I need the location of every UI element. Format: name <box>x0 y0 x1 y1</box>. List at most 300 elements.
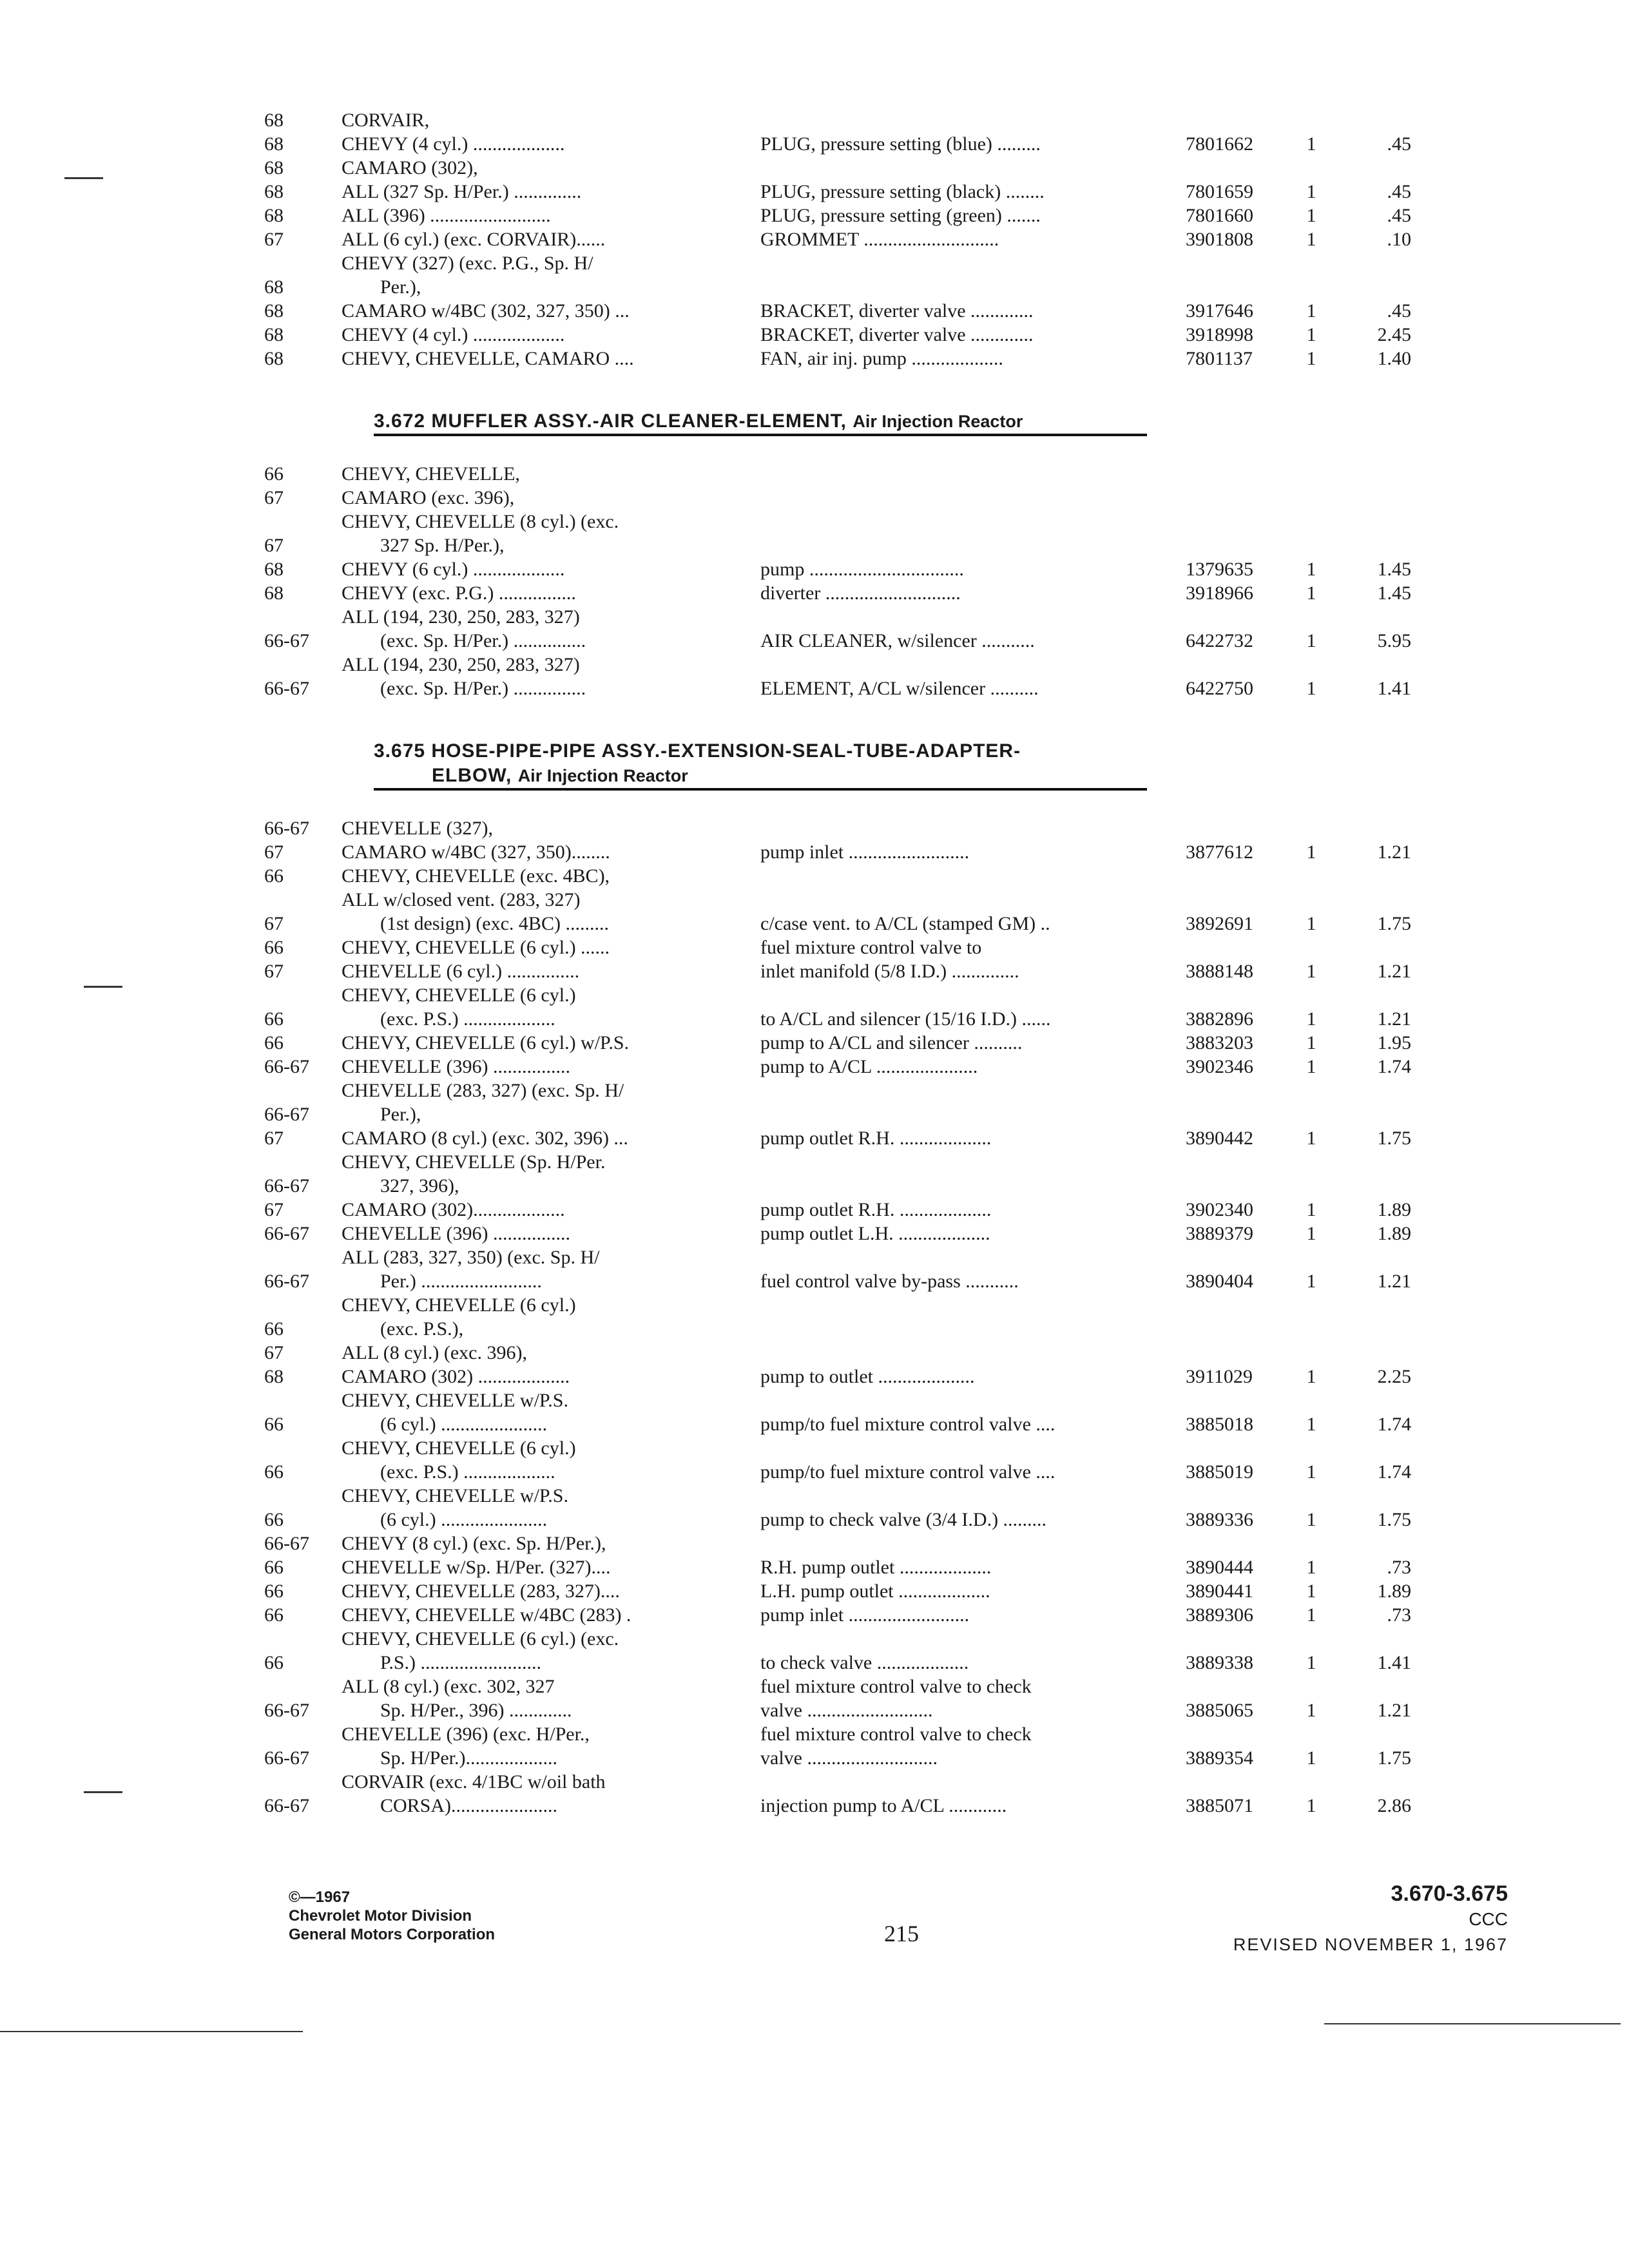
quantity: 1 <box>1306 348 1316 369</box>
model-line: CHEVY (exc. P.G.) ................ <box>342 582 576 604</box>
section-title-continued: ELBOW, <box>432 765 512 786</box>
part-description <box>760 132 1186 156</box>
model-application <box>342 1245 760 1293</box>
model-line: CHEVELLE (396) ................ <box>342 1056 570 1077</box>
price: 1.21 <box>1377 1008 1411 1030</box>
table-row <box>264 1365 1489 1389</box>
part-description <box>760 1555 1186 1579</box>
model-year: 66-67 <box>264 1747 309 1769</box>
part-description <box>760 1317 1186 1341</box>
model-line: CHEVY, CHEVELLE (8 cyl.) (exc. <box>342 511 619 532</box>
table-row <box>264 156 1489 180</box>
model-line: CAMARO (302)................... <box>342 1199 565 1220</box>
model-year: 68 <box>264 157 284 178</box>
model-application <box>342 1603 760 1627</box>
part-description <box>760 864 1186 888</box>
model-application <box>342 251 760 299</box>
model-line: Sp. H/Per.)................... <box>380 1747 558 1769</box>
model-application <box>342 486 760 510</box>
section-heading <box>374 409 1147 436</box>
quantity: 1 <box>1306 630 1316 651</box>
quantity: 1 <box>1306 1557 1316 1578</box>
model-line: CHEVY, CHEVELLE (exc. 4BC), <box>342 865 610 887</box>
price: .10 <box>1387 229 1411 250</box>
part-number: 3890442 <box>1186 1128 1253 1149</box>
part-number: 3911029 <box>1186 1366 1253 1387</box>
model-line: 327, 396), <box>380 1175 459 1196</box>
table-row <box>264 1532 1489 1555</box>
part-description <box>760 227 1186 251</box>
price: 1.89 <box>1377 1223 1411 1244</box>
part-number: 3889379 <box>1186 1223 1253 1244</box>
part-line <box>760 533 1186 557</box>
model-application <box>342 299 760 323</box>
margin-mark <box>84 1791 122 1793</box>
part-line: GROMMET ............................ <box>760 229 999 250</box>
model-year: 66 <box>264 865 284 887</box>
part-description <box>760 629 1186 653</box>
part-description <box>760 1365 1186 1389</box>
model-line: CHEVY, CHEVELLE (6 cyl.) <box>342 1294 576 1316</box>
model-application <box>342 983 760 1031</box>
model-application <box>342 1079 760 1126</box>
part-description <box>760 1031 1186 1055</box>
table-row <box>264 1150 1489 1198</box>
model-line: ALL (396) ......................... <box>342 205 551 226</box>
part-description <box>760 1675 1186 1722</box>
part-description <box>760 677 1186 700</box>
quantity: 1 <box>1306 582 1316 604</box>
part-description <box>760 156 1186 180</box>
part-description <box>760 1579 1186 1603</box>
part-line <box>760 156 1186 180</box>
part-line: fuel mixture control valve to <box>760 937 982 958</box>
table-row <box>264 1555 1489 1579</box>
revised-date: REVISED NOVEMBER 1, 1967 <box>1233 1935 1508 1954</box>
model-line: ALL (8 cyl.) (exc. 396), <box>342 1342 527 1363</box>
quantity: 1 <box>1306 1795 1316 1816</box>
table-row <box>264 983 1489 1031</box>
model-year: 67 <box>264 487 284 508</box>
quantity: 1 <box>1306 1223 1316 1244</box>
part-line: BRACKET, diverter valve ............. <box>760 300 1034 322</box>
price: .73 <box>1387 1604 1411 1626</box>
model-application <box>342 653 760 700</box>
part-number: 3877612 <box>1186 841 1253 863</box>
model-application <box>342 1389 760 1436</box>
model-line: CHEVY, CHEVELLE w/P.S. <box>342 1390 568 1411</box>
division-name: Chevrolet Motor Division <box>289 1907 472 1925</box>
model-year: 66-67 <box>264 1056 309 1077</box>
model-year: 66-67 <box>264 1223 309 1244</box>
quantity: 1 <box>1306 1700 1316 1721</box>
model-year: 67 <box>264 1199 284 1220</box>
part-number: 3890444 <box>1186 1557 1253 1578</box>
part-description <box>760 533 1186 557</box>
part-line: to A/CL and silencer (15/16 I.D.) ...... <box>760 1008 1051 1030</box>
section-3-672 <box>264 409 1489 436</box>
quantity: 1 <box>1306 1199 1316 1220</box>
section-3-675 <box>264 739 1489 791</box>
model-year: 68 <box>264 324 284 345</box>
price: 2.45 <box>1377 324 1411 345</box>
table-row <box>264 1245 1489 1293</box>
parts-table-3-670 <box>264 108 1489 370</box>
price: 1.89 <box>1377 1199 1411 1220</box>
part-number: 3902340 <box>1186 1199 1253 1220</box>
model-application <box>342 864 760 888</box>
table-row <box>264 486 1489 510</box>
part-description <box>760 1055 1186 1079</box>
model-line: CHEVY, CHEVELLE (6 cyl.) w/P.S. <box>342 1032 630 1053</box>
part-line: pump/to fuel mixture control valve .... <box>760 1461 1055 1483</box>
model-year: 68 <box>264 205 284 226</box>
part-line: PLUG, pressure setting (black) ........ <box>760 181 1045 202</box>
part-line: fuel control valve by-pass ........... <box>760 1271 1019 1292</box>
table-row <box>264 227 1489 251</box>
model-line: (exc. Sp. H/Per.) ............... <box>380 630 586 651</box>
bottom-rule <box>0 2031 303 2032</box>
model-application <box>342 462 760 486</box>
model-application <box>342 1436 760 1484</box>
model-year: 68 <box>264 300 284 322</box>
model-line: ALL (194, 230, 250, 283, 327) <box>342 606 580 628</box>
part-description <box>760 1222 1186 1245</box>
part-line: pump to outlet .................... <box>760 1366 975 1387</box>
quantity: 1 <box>1306 1461 1316 1483</box>
model-year: 66 <box>264 1461 284 1483</box>
model-application <box>342 347 760 370</box>
part-line <box>760 1532 1186 1555</box>
table-row <box>264 204 1489 227</box>
part-description <box>760 1341 1186 1365</box>
catalog-code: CCC <box>1469 1909 1508 1929</box>
part-description <box>760 204 1186 227</box>
model-line: ALL (194, 230, 250, 283, 327) <box>342 654 580 675</box>
model-line: CHEVY (4 cyl.) ................... <box>342 133 565 155</box>
model-year: 68 <box>264 276 284 298</box>
model-line: ALL (327 Sp. H/Per.) .............. <box>342 181 582 202</box>
part-number: 3902346 <box>1186 1056 1253 1077</box>
model-line: CHEVELLE w/Sp. H/Per. (327).... <box>342 1557 611 1578</box>
parts-table-3-675 <box>264 816 1489 1818</box>
model-application <box>342 1222 760 1245</box>
part-description <box>760 180 1186 204</box>
price: .45 <box>1387 133 1411 155</box>
part-line <box>760 1174 1186 1198</box>
table-row <box>264 1222 1489 1245</box>
model-line: CHEVY, CHEVELLE, CAMARO .... <box>342 348 634 369</box>
table-row <box>264 1579 1489 1603</box>
price: 1.74 <box>1377 1461 1411 1483</box>
part-description <box>760 816 1186 840</box>
model-application <box>342 1055 760 1079</box>
part-number: 3889336 <box>1186 1509 1253 1530</box>
model-application <box>342 1484 760 1532</box>
part-number: 6422750 <box>1186 678 1253 699</box>
part-line: valve ........................... <box>760 1747 938 1769</box>
model-line: CAMARO w/4BC (302, 327, 350) ... <box>342 300 630 322</box>
quantity: 1 <box>1306 841 1316 863</box>
model-year: 66-67 <box>264 1700 309 1721</box>
quantity: 1 <box>1306 229 1316 250</box>
model-line: ALL (283, 327, 350) (exc. Sp. H/ <box>342 1247 600 1268</box>
price: 1.74 <box>1377 1056 1411 1077</box>
price: 1.45 <box>1377 582 1411 604</box>
bottom-rule <box>1324 2023 1621 2024</box>
part-number: 3901808 <box>1186 229 1253 250</box>
model-application <box>342 936 760 959</box>
model-line: Per.), <box>380 276 421 298</box>
part-line: fuel mixture control valve to check <box>760 1676 1032 1697</box>
revision-block <box>1205 1881 1508 1955</box>
model-application <box>342 1150 760 1198</box>
quantity: 1 <box>1306 181 1316 202</box>
quantity: 1 <box>1306 324 1316 345</box>
table-row <box>264 108 1489 132</box>
table-row <box>264 1770 1489 1818</box>
part-line: valve .......................... <box>760 1700 933 1721</box>
model-application <box>342 1341 760 1365</box>
table-row <box>264 299 1489 323</box>
part-description <box>760 1198 1186 1222</box>
model-year: 66-67 <box>264 818 309 839</box>
part-description <box>760 1174 1186 1198</box>
model-year: 68 <box>264 559 284 580</box>
model-line: CAMARO (exc. 396), <box>342 487 515 508</box>
part-line: inlet manifold (5/8 I.D.) .............. <box>760 961 1019 982</box>
quantity: 1 <box>1306 1366 1316 1387</box>
price: 1.41 <box>1377 678 1411 699</box>
corporation-name: General Motors Corporation <box>289 1926 496 1943</box>
part-number: 3890441 <box>1186 1581 1253 1602</box>
model-year: 66 <box>264 1414 284 1435</box>
table-row <box>264 605 1489 653</box>
section-number: 3.675 <box>374 740 426 762</box>
model-year: 67 <box>264 535 284 556</box>
model-line: CHEVY (8 cyl.) (exc. Sp. H/Per.), <box>342 1533 606 1554</box>
part-line <box>760 1317 1186 1341</box>
model-application <box>342 323 760 347</box>
quantity: 1 <box>1306 133 1316 155</box>
model-line: CAMARO (302) ................... <box>342 1366 570 1387</box>
model-line: CHEVELLE (396) (exc. H/Per., <box>342 1724 590 1745</box>
part-line <box>760 1102 1186 1126</box>
model-application <box>342 1365 760 1389</box>
model-year: 67 <box>264 961 284 982</box>
table-row <box>264 1675 1489 1722</box>
model-application <box>342 1555 760 1579</box>
model-line: Per.) ......................... <box>380 1271 542 1292</box>
price: 1.89 <box>1377 1581 1411 1602</box>
part-description <box>760 1126 1186 1150</box>
table-row <box>264 1603 1489 1627</box>
model-year: 66-67 <box>264 1795 309 1816</box>
part-description <box>760 912 1186 936</box>
part-description <box>760 557 1186 581</box>
price: .73 <box>1387 1557 1411 1578</box>
part-line: c/case vent. to A/CL (stamped GM) .. <box>760 913 1050 934</box>
part-description <box>760 959 1186 983</box>
part-description <box>760 108 1186 132</box>
model-line: ALL w/closed vent. (283, 327) <box>342 889 581 910</box>
part-line: FAN, air inj. pump ................... <box>760 348 1003 369</box>
part-description <box>760 936 1186 959</box>
model-line: CHEVY, CHEVELLE (6 cyl.) <box>342 985 576 1006</box>
model-application <box>342 840 760 864</box>
model-line: CORSA)...................... <box>380 1795 558 1816</box>
model-application <box>342 1031 760 1055</box>
model-line: CHEVELLE (6 cyl.) ............... <box>342 961 580 982</box>
model-year: 67 <box>264 1128 284 1149</box>
table-row <box>264 1389 1489 1436</box>
model-application <box>342 510 760 557</box>
table-row <box>264 557 1489 581</box>
model-application <box>342 605 760 653</box>
model-line: CAMARO (302), <box>342 157 478 178</box>
model-application <box>342 1579 760 1603</box>
part-description <box>760 1508 1186 1532</box>
quantity: 1 <box>1306 1008 1316 1030</box>
model-application <box>342 816 760 840</box>
part-line: R.H. pump outlet ................... <box>760 1557 992 1578</box>
part-number: 7801137 <box>1186 348 1253 369</box>
model-year: 68 <box>264 348 284 369</box>
model-line: CHEVY, CHEVELLE, <box>342 463 520 485</box>
part-line: diverter ............................ <box>760 582 961 604</box>
model-line: CHEVY, CHEVELLE w/4BC (283) . <box>342 1604 631 1626</box>
part-description <box>760 347 1186 370</box>
model-line: CHEVY, CHEVELLE (Sp. H/Per. <box>342 1151 606 1173</box>
table-row <box>264 462 1489 486</box>
table-row <box>264 864 1489 888</box>
price: 1.95 <box>1377 1032 1411 1053</box>
part-number: 3885071 <box>1186 1795 1253 1816</box>
part-number: 3889306 <box>1186 1604 1253 1626</box>
quantity: 1 <box>1306 961 1316 982</box>
part-number: 3888148 <box>1186 961 1253 982</box>
price: 2.86 <box>1377 1795 1411 1816</box>
part-line <box>760 816 1186 840</box>
model-year: 68 <box>264 1366 284 1387</box>
price: 1.75 <box>1377 1509 1411 1530</box>
part-description <box>760 1412 1186 1436</box>
part-description <box>760 1794 1186 1818</box>
price: 1.41 <box>1377 1652 1411 1673</box>
model-line: CHEVY, CHEVELLE w/P.S. <box>342 1485 568 1506</box>
model-year: 66-67 <box>264 1104 309 1125</box>
part-number: 3918966 <box>1186 582 1253 604</box>
model-year: 68 <box>264 181 284 202</box>
price: 1.45 <box>1377 559 1411 580</box>
model-application <box>342 227 760 251</box>
model-application <box>342 1126 760 1150</box>
model-application <box>342 888 760 936</box>
model-application <box>342 1770 760 1818</box>
quantity: 1 <box>1306 678 1316 699</box>
model-line: Per.), <box>380 1104 421 1125</box>
model-application <box>342 1293 760 1341</box>
part-number: 7801660 <box>1186 205 1253 226</box>
part-line <box>760 462 1186 486</box>
model-application <box>342 1198 760 1222</box>
price: .45 <box>1387 205 1411 226</box>
model-year: 66-67 <box>264 1533 309 1554</box>
section-subtitle: Air Injection Reactor <box>853 412 1023 431</box>
section-title: HOSE-PIPE-PIPE ASSY.-EXTENSION-SEAL-TUBE-ADAPTER- <box>431 740 1021 762</box>
publisher-block <box>289 1888 495 1944</box>
part-line: ELEMENT, A/CL w/silencer .......... <box>760 678 1039 699</box>
price: 1.75 <box>1377 913 1411 934</box>
part-number: 3883203 <box>1186 1032 1253 1053</box>
section-heading <box>374 739 1147 791</box>
part-line: PLUG, pressure setting (blue) ......... <box>760 133 1041 155</box>
table-row <box>264 959 1489 983</box>
part-number: 3885065 <box>1186 1700 1253 1721</box>
price: .45 <box>1387 181 1411 202</box>
model-year: 67 <box>264 841 284 863</box>
model-year: 66 <box>264 1008 284 1030</box>
model-line: CHEVELLE (283, 327) (exc. Sp. H/ <box>342 1080 624 1101</box>
price: 1.40 <box>1377 348 1411 369</box>
part-description <box>760 323 1186 347</box>
model-line: CORVAIR (exc. 4/1BC w/oil bath <box>342 1771 606 1792</box>
part-number: 3917646 <box>1186 300 1253 322</box>
model-line: (1st design) (exc. 4BC) ......... <box>380 913 609 934</box>
quantity: 1 <box>1306 1604 1316 1626</box>
part-number: 3885019 <box>1186 1461 1253 1483</box>
margin-mark <box>84 986 122 988</box>
price: 1.21 <box>1377 1271 1411 1292</box>
model-line: CHEVELLE (396) ................ <box>342 1223 570 1244</box>
part-line: pump outlet R.H. ................... <box>760 1199 992 1220</box>
part-number: 6422732 <box>1186 630 1253 651</box>
page-number: 215 <box>884 1921 919 1946</box>
part-description <box>760 462 1186 486</box>
table-row <box>264 816 1489 840</box>
part-line: pump inlet ......................... <box>760 1604 970 1626</box>
table-row <box>264 1198 1489 1222</box>
section-title: MUFFLER ASSY.-AIR CLEANER-ELEMENT, <box>431 410 847 432</box>
table-row <box>264 510 1489 557</box>
quantity: 1 <box>1306 1581 1316 1602</box>
table-row <box>264 653 1489 700</box>
quantity: 1 <box>1306 559 1316 580</box>
model-application <box>342 132 760 156</box>
part-line: pump to A/CL ..................... <box>760 1056 978 1077</box>
part-line: pump/to fuel mixture control valve .... <box>760 1414 1055 1435</box>
price: 1.75 <box>1377 1747 1411 1769</box>
part-number: 3882896 <box>1186 1008 1253 1030</box>
table-row <box>264 180 1489 204</box>
section-number: 3.672 <box>374 410 426 432</box>
price: .45 <box>1387 300 1411 322</box>
quantity: 1 <box>1306 1032 1316 1053</box>
table-row <box>264 888 1489 936</box>
table-row <box>264 840 1489 864</box>
model-application <box>342 1722 760 1770</box>
part-line: pump ................................ <box>760 559 964 580</box>
table-row <box>264 132 1489 156</box>
model-application <box>342 156 760 180</box>
model-application <box>342 1627 760 1675</box>
model-year: 66-67 <box>264 678 309 699</box>
price: 5.95 <box>1377 630 1411 651</box>
model-year: 66-67 <box>264 1175 309 1196</box>
part-description <box>760 1007 1186 1031</box>
model-year: 67 <box>264 229 284 250</box>
model-line: (exc. P.S.) ................... <box>380 1008 555 1030</box>
